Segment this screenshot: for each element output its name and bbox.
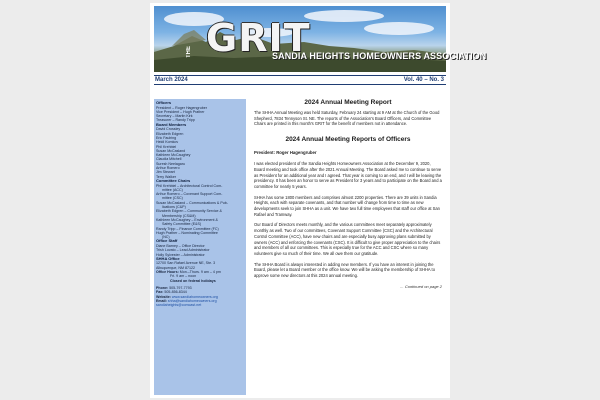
phone-value: 505-797-7793 <box>169 285 192 290</box>
chair-item: Arthur Romero – Covenant Support Com- <box>156 192 223 197</box>
office-address: Albuquerque, NM 87122 <box>156 265 195 270</box>
newsletter-page <box>150 3 487 398</box>
intro-paragraph: The SHHA Annual Meeting was held Saturday, February 24 starting at 9 AM at the Church of the Good Shepherd, 7834 Tennyson St. NE. The reports of the Association's Board Officers, and Committee Chairs are printed in this month's GRIT for the benefit of members not in attendance. <box>254 110 440 127</box>
office-address: 12700 San Rafael Avenue NE, Ste. 3 <box>156 261 216 266</box>
staff-item: Holly Sylvester – Administrator <box>156 252 205 257</box>
office-hours-value: Mon.–Thurs. 9 am – 4 pm <box>179 270 221 275</box>
email-line-2 <box>156 303 244 307</box>
masthead-subtitle: SANDIA HEIGHTS HOMEOWNERS ASSOCIATION <box>272 51 487 61</box>
masthead-the: THE <box>186 46 192 58</box>
body-paragraph: The SHHA Board is always interested in adding new members. If you have an interest in joining the Board, please let a Board member or the office know. We will be asking the membership of SHHA to approve some new directors at this 2024 annual meeting. <box>254 261 435 279</box>
president-heading: President: Roger Hagengruber <box>254 150 317 156</box>
chair-item-cont: Membership (CS&M) <box>162 213 196 218</box>
staff-item: Diane Barney – Office Director <box>156 243 205 248</box>
fax-label: Fax: <box>156 290 164 295</box>
board-member: Arthur Romero <box>156 166 180 171</box>
officer-item: Secretary – Martin Kirk <box>156 114 193 119</box>
chair-item: Randy Tripp – Finance Committee (FC) <box>156 226 219 231</box>
body-paragraph: I was elected president of the Sandia Heights Homeowners Association at the December 9, 2020, Board meeting and took office after the 2021 Annual Meeting. The Board asked me to continue to serve as President for an additional year and I agreed. That year is coming to an end, and I will be leaving the presidency. It has been an honor to serve as President for 3 years and to participate on the Board and a committee for nearly 5 years. <box>254 161 442 189</box>
fax-value: 505-856-8344 <box>164 290 187 295</box>
continued-note: … Continued on page 2 <box>399 283 442 289</box>
email-label: Email: <box>156 298 167 303</box>
board-member: Susan McCasland <box>156 148 186 153</box>
chairs-heading: Committee Chairs <box>156 177 191 183</box>
chair-item-cont: mittee (ACC) <box>162 187 183 192</box>
board-heading: Board Members <box>156 121 187 127</box>
board-member: Suresh Neelagaru <box>156 161 185 166</box>
officers-reports-title: 2024 Annual Meeting Reports of Officers <box>285 136 411 144</box>
chair-item-cont: Safety Committee (E&S) <box>162 222 202 227</box>
masthead-banner <box>154 6 487 72</box>
office-heading: SHHA Office <box>156 255 180 261</box>
chair-item: Kathleen McCaughey – Environment & <box>156 217 218 222</box>
staff-item: Trish Lovato – Lead Administrator <box>156 248 210 253</box>
officers-heading: Officers <box>156 100 172 105</box>
staff-list <box>156 244 244 257</box>
officer-item: Treasurer – Randy Tripp <box>156 118 195 123</box>
board-member: Claudia Mitchell <box>156 157 182 162</box>
sidebar <box>154 99 246 395</box>
closed-note: Closed on federal holidays <box>170 278 216 283</box>
chair-item-cont: lications (C&P) <box>162 205 186 210</box>
board-list <box>156 127 244 179</box>
chairs-list <box>156 184 244 240</box>
body-paragraph: SHHA has some 1800 members and comprises almost 2200 properties. There are 39 units in Sandia Heights, each with separate covenants, and that number will change from time to time as new developments seek to join SHHA as a unit. We have two full time employees that staff our office at San Rafael and Tramway. <box>254 194 440 217</box>
issue-bar <box>154 75 446 85</box>
phone-label: Phone: <box>156 285 169 290</box>
chair-item: Susan McCasland – Communications & Pub- <box>156 200 228 205</box>
board-member: David Crossley <box>156 127 181 132</box>
issue-volume: Vol. 40 – No. 3 <box>403 77 444 83</box>
office-hours-friday: Fri. 9 am – noon <box>170 274 197 279</box>
main-column <box>254 99 442 395</box>
email-link-2[interactable]: sandiaheights@comcast.net <box>156 303 202 308</box>
board-member: Phil Krehbiel <box>156 144 177 149</box>
office-hours-label: Office Hours: <box>156 270 179 275</box>
body-paragraph: Our Board of Directors meets monthly, and the various committees meet separately approximately monthly as well. Two of our committees, Covenant Support Committee (CSC) and the Architectural Control Committee (ACC), have new chairs and are especially busy approving plans submitted by owners (ACC) and enforcing the covenants (CSC). It is difficult to give proper appreciation to the chairs and members of all our committees. This is especially true for the ACC and CSC where so many volunteers give so much of their time. We all owe them our gratitude. <box>254 222 441 256</box>
chair-item-cont: mittee (CSC) <box>162 196 183 201</box>
board-member: Terry Walker <box>156 174 177 179</box>
board-member: Jim Stewart <box>156 170 175 175</box>
website-label: Website: <box>156 294 171 299</box>
board-member: Heidi Komkov <box>156 140 179 145</box>
staff-heading: Office Staff <box>156 238 178 244</box>
website-link[interactable]: www.sandiahomeowners.org <box>171 294 218 299</box>
board-member: Eric Faulring <box>156 135 177 140</box>
officer-item: Vice President – Hugh Prather <box>156 109 205 114</box>
chair-item: Phil Krehbiel – Architectural Control Com- <box>156 183 223 188</box>
officer-item: President – Roger Hagengruber <box>156 105 207 110</box>
chair-item: Hugh Prather – Nominating Committee <box>156 230 218 235</box>
board-member: Elizabeth Edgren <box>156 131 184 136</box>
report-title: 2024 Annual Meeting Report <box>304 99 392 106</box>
chair-item-cont: (NC) <box>162 235 170 240</box>
chair-item: Elizabeth Edgren – Community Service & <box>156 209 222 214</box>
officers-list <box>156 106 244 123</box>
board-member: Kathleen McCaughey <box>156 153 191 158</box>
masthead-title: GRIT <box>206 16 311 60</box>
issue-date: March 2024 <box>155 77 188 83</box>
email-link[interactable]: shha@sandiahomeowners.org <box>167 298 217 303</box>
